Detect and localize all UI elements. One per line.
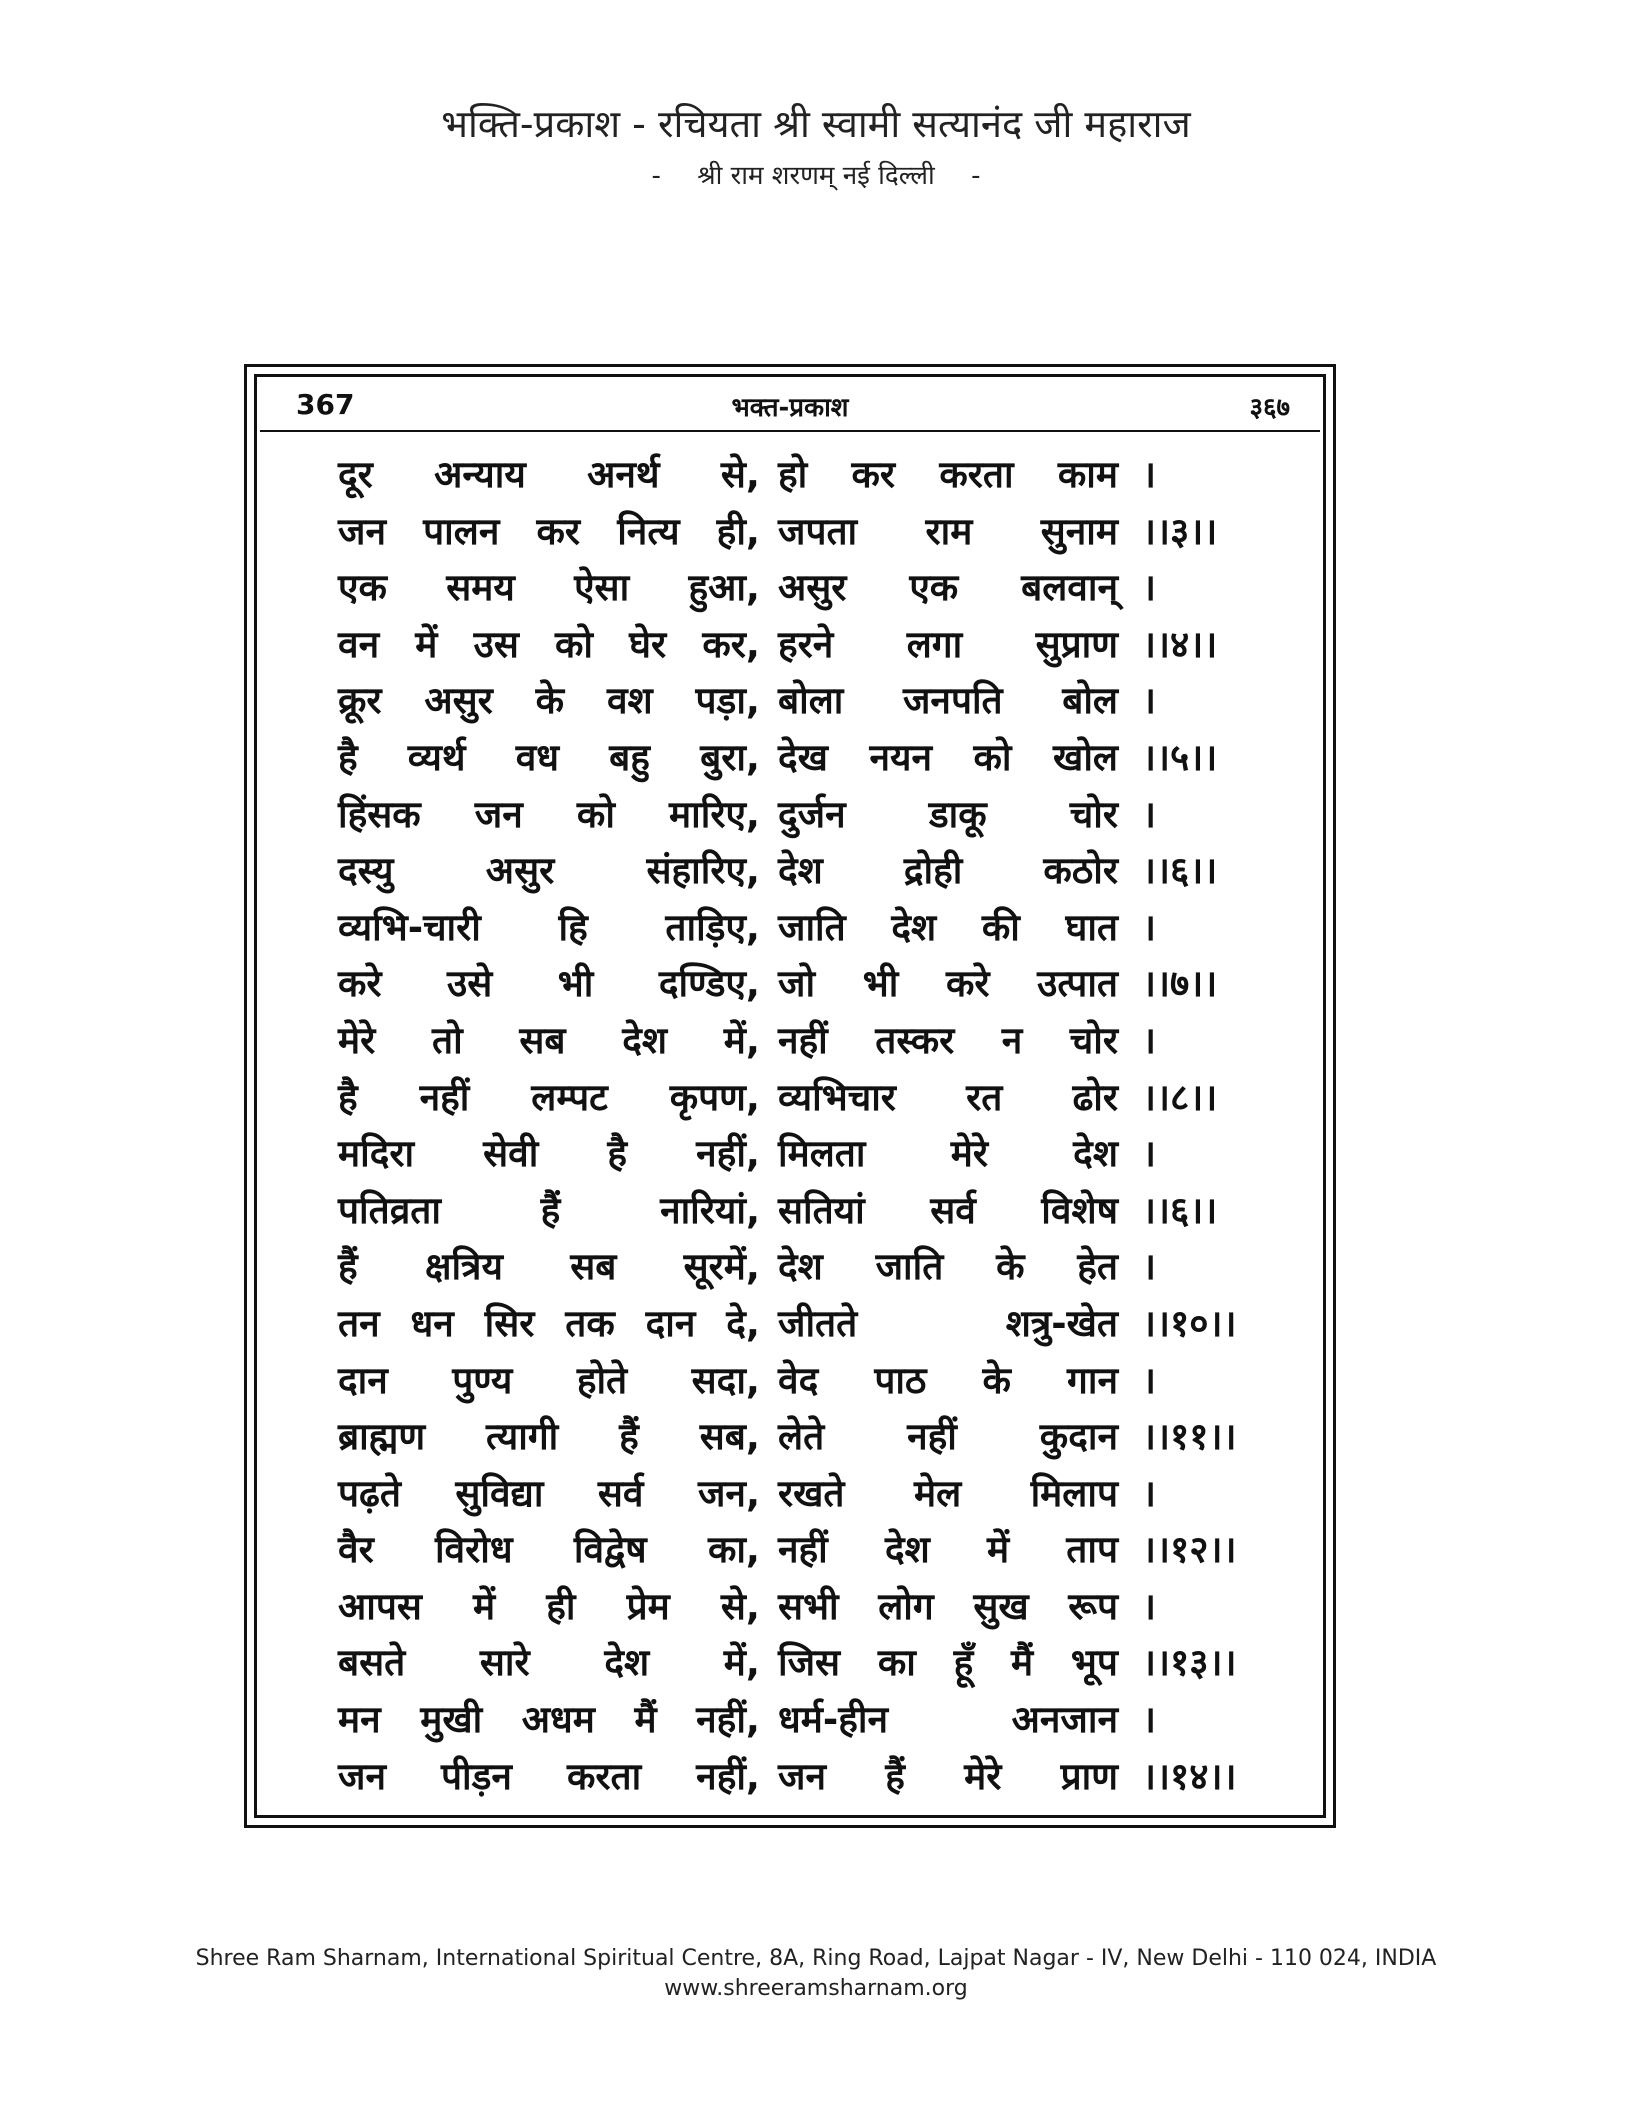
verse-word: मेरे (338, 1018, 376, 1062)
verse-word: है (338, 1075, 358, 1119)
subtitle-dash-left: - (651, 161, 661, 191)
verse-word: जीतते (778, 1301, 858, 1345)
verse-word: सुविद्या (455, 1471, 544, 1515)
verse-word: लोग (878, 1584, 934, 1628)
verse-word: जिस (778, 1641, 841, 1685)
verse-first-half (338, 956, 760, 1007)
verse-word: बुरा, (700, 735, 760, 779)
verse-word: करे (338, 962, 382, 1006)
verse-word: व्यभिचार (778, 1075, 896, 1119)
verse-word: जपता (778, 509, 858, 553)
verse-word: अधम (521, 1698, 595, 1742)
verse-number: ।।८।। (1142, 1075, 1218, 1119)
verse-word: नारियां, (660, 1188, 760, 1232)
verse-word: प्रेम (626, 1584, 670, 1628)
subtitle-text: श्री राम शरणम् नई दिल्ली (697, 161, 935, 191)
verse-word: एक (338, 566, 387, 610)
verse-word: का (877, 1641, 916, 1685)
footer-website: www.shreeramsharnam.org (664, 1976, 968, 2001)
verse-first-half (338, 1409, 760, 1460)
verse-word: घेर (629, 622, 667, 666)
verse-word: हरने (778, 622, 834, 666)
verse-word: की (981, 905, 1020, 949)
verse-word: ताड़िए, (665, 905, 760, 949)
verse-word: कुदान (1039, 1415, 1118, 1459)
verse-word: अनर्थ (587, 453, 660, 496)
verse-word: विरोध (434, 1528, 513, 1572)
verse-line (338, 617, 1258, 674)
verse-word: तक (565, 1301, 615, 1345)
verse-word: काम (1057, 453, 1118, 496)
verse-word: सदा, (691, 1358, 760, 1402)
verse-word: रखते (778, 1471, 845, 1515)
verse-word: हुआ, (688, 566, 760, 610)
book-title: भक्त-प्रकाश (731, 393, 849, 423)
verse-word: मारिए, (669, 792, 760, 836)
page-header-bar (260, 380, 1320, 432)
verse-word: वैर (338, 1528, 374, 1572)
verse-word: क्षत्रिय (424, 1245, 503, 1289)
footer-address: Shree Ram Sharnam, International Spiritual Centre, 8A, Ring Road, Lajpat Nagar - IV, New Delhi - 110 024, INDIA (195, 1946, 1437, 1971)
verse-first-half (338, 1692, 760, 1743)
verse-word: के (982, 1358, 1011, 1402)
page-footer (0, 1944, 1632, 2004)
verse-word: सुनाम (1040, 509, 1118, 553)
verse-word: दूर (338, 453, 373, 496)
verse-first-half (338, 1013, 760, 1064)
verse-word: देश (778, 1245, 823, 1289)
verse-first-half (338, 1522, 760, 1573)
verse-word: ढोर (1072, 1075, 1118, 1119)
verse-first-half (338, 560, 760, 611)
verse-list (338, 447, 1258, 1805)
document-subtitle (0, 156, 1632, 196)
verse-word: वन (338, 622, 380, 666)
verse-word: ताप (1066, 1528, 1118, 1572)
verse-word: करता (939, 453, 1014, 496)
verse-word: विशेष (1041, 1188, 1118, 1232)
verse-line (338, 787, 1258, 844)
verse-word: घात (1065, 905, 1118, 949)
subtitle-dash-right: - (971, 161, 981, 191)
verse-line (338, 900, 1258, 957)
verse-word: जो (778, 962, 816, 1006)
verse-second-half (778, 1466, 1118, 1517)
verse-word: एक (909, 566, 959, 610)
verse-word: खोल (1053, 735, 1118, 779)
verse-line (338, 1013, 1258, 1070)
verse-line (338, 1183, 1258, 1240)
verse-second-half (778, 1692, 1118, 1743)
verse-word: में (986, 1528, 1010, 1572)
verse-word: दे, (726, 1301, 760, 1345)
verse-second-half (778, 560, 1118, 611)
verse-word: ऐसा (574, 566, 630, 610)
verse-word: अनजान (1011, 1698, 1118, 1742)
document-header (0, 100, 1632, 196)
verse-word: भी (862, 962, 899, 1006)
verse-word: देश (891, 905, 937, 949)
verse-word: करता (566, 1754, 642, 1798)
verse-word: नित्य (617, 509, 680, 553)
verse-word: रूप (1068, 1584, 1118, 1628)
verse-word: देश (884, 1528, 930, 1572)
verse-word: भी (557, 962, 594, 1006)
page-number-right: ३६७ (1249, 393, 1290, 423)
verse-number: । (1142, 1132, 1157, 1176)
verse-word: लम्पट (531, 1075, 608, 1119)
verse-second-half (778, 1635, 1118, 1686)
verse-word: लगा (906, 622, 963, 666)
verse-second-half (778, 1353, 1118, 1404)
verse-word: बलवान् (1021, 566, 1118, 610)
verse-word: में, (723, 1018, 760, 1062)
verse-word: बहु (609, 735, 650, 779)
verse-line (338, 560, 1258, 617)
verse-word: द्रोही (903, 849, 963, 893)
verse-word: का, (707, 1528, 760, 1572)
verse-number: ।।१४।। (1142, 1754, 1237, 1798)
verse-number: ।।११।। (1142, 1415, 1237, 1459)
verse-word: विद्वेष (573, 1528, 647, 1572)
verse-word: पीड़न (441, 1754, 512, 1798)
verse-word: है (607, 1132, 628, 1176)
verse-second-half (778, 1013, 1118, 1064)
verse-word: कर (536, 509, 581, 553)
verse-number: । (1142, 1698, 1157, 1742)
verse-word: पतिव्रता (338, 1188, 441, 1232)
verse-word: मेल (913, 1471, 962, 1515)
verse-word: दस्यु (338, 849, 394, 893)
verse-number: । (1142, 905, 1157, 949)
verse-word: है (338, 735, 358, 779)
verse-second-half (778, 900, 1118, 951)
verse-word: मैं (1011, 1641, 1034, 1685)
verse-word: नहीं, (696, 1698, 760, 1742)
verse-word: सुख (973, 1584, 1029, 1628)
verse-first-half (338, 673, 760, 724)
verse-word: को (555, 622, 594, 666)
verse-word: में (472, 1584, 496, 1628)
verse-word: मेरे (950, 1132, 988, 1176)
verse-word: देख (778, 735, 828, 779)
verse-number: ।।५।। (1142, 735, 1218, 779)
verse-word: कृपण, (669, 1075, 760, 1119)
verse-word: होते (576, 1358, 628, 1402)
verse-word: ही (546, 1584, 576, 1628)
verse-first-half (338, 1466, 760, 1517)
verse-word: जन (338, 1754, 386, 1798)
verse-word: हि (558, 905, 588, 949)
verse-word: चोर (1069, 792, 1118, 836)
verse-word: नहीं, (696, 1754, 760, 1798)
verse-first-half (338, 843, 760, 894)
verse-second-half (778, 1126, 1118, 1177)
verse-number: ।।१०।। (1142, 1301, 1237, 1345)
verse-word: दान (338, 1358, 388, 1402)
verse-word: के (535, 679, 565, 723)
verse-word: डाकू (928, 792, 987, 836)
verse-word: जन, (697, 1471, 760, 1515)
verse-word: शत्रु-खेत (1005, 1301, 1118, 1345)
verse-second-half (778, 1409, 1118, 1460)
verse-number: । (1142, 566, 1157, 610)
verse-word: असुर (485, 849, 555, 893)
verse-word: न (1001, 1018, 1023, 1062)
verse-second-half (778, 617, 1118, 668)
verse-word: हो (778, 453, 808, 496)
verse-word: में (415, 622, 438, 666)
verse-number: । (1142, 1245, 1157, 1289)
verse-number: ।।१३।। (1142, 1641, 1237, 1685)
verse-second-half (778, 1070, 1118, 1121)
verse-word: क्रूर (338, 679, 382, 723)
verse-number: । (1142, 1471, 1157, 1515)
verse-word: देश (1073, 1132, 1118, 1176)
verse-word: जन (474, 792, 523, 836)
verse-word: असुर (424, 679, 493, 723)
verse-second-half (778, 1579, 1118, 1630)
document-title: भक्ति-प्रकाश - रचियता श्री स्वामी सत्यानंद जी महाराज (441, 102, 1191, 146)
verse-word: सर्व (930, 1188, 976, 1232)
verse-line (338, 1579, 1258, 1636)
verse-word: मैं (634, 1698, 657, 1742)
verse-word: तन (338, 1301, 380, 1345)
verse-line (338, 1409, 1258, 1466)
verse-second-half (778, 787, 1118, 838)
verse-word: बोल (1062, 679, 1118, 723)
verse-word: जाति (778, 905, 846, 949)
verse-word: दण्डिए, (658, 962, 760, 1006)
verse-first-half (338, 1635, 760, 1686)
verse-word: दुर्जन (778, 792, 846, 836)
verse-word: कर (851, 453, 896, 496)
verse-second-half (778, 673, 1118, 724)
verse-word: उत्पात (1037, 962, 1118, 1006)
verse-word: सब, (699, 1415, 760, 1459)
verse-word: व्यभि-चारी (338, 905, 481, 949)
verse-word: पालन (423, 509, 500, 553)
verse-word: चोर (1069, 1018, 1118, 1062)
verse-word: कर, (702, 622, 760, 666)
verse-line (338, 673, 1258, 730)
verse-word: ब्राह्मण (338, 1415, 426, 1459)
verse-word: सिर (484, 1301, 535, 1345)
verse-word: ही, (716, 509, 760, 553)
verse-word: हैं (540, 1188, 561, 1232)
verse-word: सूरमें, (683, 1245, 760, 1289)
verse-first-half (338, 617, 760, 668)
verse-line (338, 1749, 1258, 1806)
verse-word: अन्याय (434, 453, 526, 496)
verse-word: हिंसक (338, 792, 421, 836)
verse-number: । (1142, 1018, 1157, 1062)
verse-word: सुप्राण (1035, 622, 1118, 666)
verse-line (338, 447, 1258, 504)
verse-line (338, 1239, 1258, 1296)
verse-word: जनपति (902, 679, 1003, 723)
verse-second-half (778, 1239, 1118, 1290)
verse-second-half (778, 1522, 1118, 1573)
verse-second-half (778, 843, 1118, 894)
verse-word: सेवी (483, 1132, 539, 1176)
verse-second-half (778, 1183, 1118, 1234)
verse-word: मिलता (778, 1132, 866, 1176)
verse-word: जाति (875, 1245, 944, 1289)
verse-word: तस्कर (875, 1018, 955, 1062)
verse-line (338, 1070, 1258, 1127)
verse-number: ।।४।। (1142, 622, 1218, 666)
verse-first-half (338, 1749, 760, 1800)
verse-word: दान (645, 1301, 696, 1345)
verse-word: कठोर (1043, 849, 1118, 893)
verse-word: हैं (338, 1245, 358, 1289)
verse-word: राम (925, 509, 973, 553)
verse-word: सतियां (778, 1188, 865, 1232)
verse-first-half (338, 1070, 760, 1121)
verse-number: । (1142, 453, 1157, 496)
verse-word: मदिरा (338, 1132, 415, 1176)
verse-word: व्यर्थ (407, 735, 466, 779)
verse-word: हैं (885, 1754, 905, 1798)
verse-word: हूँ (953, 1641, 974, 1685)
verse-word: गान (1067, 1358, 1118, 1402)
verse-number: । (1142, 679, 1157, 723)
verse-first-half (338, 1296, 760, 1347)
verse-word: सब (570, 1245, 617, 1289)
verse-word: आपस (338, 1584, 422, 1628)
verse-first-half (338, 730, 760, 781)
verse-word: से, (720, 453, 760, 496)
verse-second-half (778, 1749, 1118, 1800)
verse-number: । (1142, 1584, 1157, 1628)
verse-word: हैं (619, 1415, 639, 1459)
verse-word: रत (966, 1075, 1003, 1119)
verse-word: पुण्य (452, 1358, 513, 1402)
verse-first-half (338, 1239, 760, 1290)
verse-word: सर्व (597, 1471, 644, 1515)
verse-second-half (778, 1296, 1118, 1347)
page-number-left: 367 (296, 388, 355, 421)
verse-word: समय (446, 566, 515, 610)
verse-word: वेद (778, 1358, 819, 1402)
verse-word: जन (778, 1754, 826, 1798)
verse-second-half (778, 730, 1118, 781)
verse-word: बोला (778, 679, 844, 723)
verse-word: पाठ (874, 1358, 927, 1402)
verse-number: ।।६।। (1142, 1188, 1218, 1232)
verse-line (338, 1522, 1258, 1579)
verse-word: देश (778, 849, 823, 893)
verse-word: नहीं (907, 1415, 957, 1459)
verse-word: को (576, 792, 615, 836)
verse-word: से, (720, 1584, 760, 1628)
verse-word: में, (723, 1641, 760, 1685)
verse-word: नहीं (778, 1018, 828, 1062)
verse-number: ।।६।। (1142, 849, 1218, 893)
verse-word: के (996, 1245, 1025, 1289)
verse-line (338, 1466, 1258, 1523)
verse-word: देश (604, 1641, 650, 1685)
verse-number: । (1142, 792, 1157, 836)
verse-word: संहारिए, (646, 849, 760, 893)
verse-number: । (1142, 1358, 1157, 1402)
verse-first-half (338, 504, 760, 555)
verse-line (338, 1635, 1258, 1692)
verse-word: मेरे (964, 1754, 1002, 1798)
verse-first-half (338, 1183, 760, 1234)
verse-word: सब (519, 1018, 566, 1062)
verse-word: पढ़ते (338, 1471, 401, 1515)
verse-line (338, 956, 1258, 1013)
verse-line (338, 1692, 1258, 1749)
verse-first-half (338, 447, 760, 498)
verse-word: भूप (1070, 1641, 1118, 1685)
verse-word: त्यागी (486, 1415, 559, 1459)
verse-word: धन (410, 1301, 454, 1345)
verse-word: मिलाप (1030, 1471, 1118, 1515)
verse-word: सभी (778, 1584, 839, 1628)
verse-word: वध (515, 735, 560, 779)
verse-word: मन (338, 1698, 381, 1742)
verse-word: देश (622, 1018, 668, 1062)
verse-line (338, 1353, 1258, 1410)
verse-word: हेत (1077, 1245, 1118, 1289)
verse-word: बसते (338, 1641, 406, 1685)
verse-first-half (338, 1126, 760, 1177)
verse-word: को (973, 735, 1012, 779)
verse-word: नयन (869, 735, 932, 779)
verse-number: ।।१२।। (1142, 1528, 1237, 1572)
verse-word: तो (431, 1018, 463, 1062)
verse-line (338, 1296, 1258, 1353)
verse-second-half (778, 447, 1118, 498)
verse-line (338, 1126, 1258, 1183)
verse-word: असुर (778, 566, 847, 610)
verse-word: नहीं, (696, 1132, 760, 1176)
verse-word: प्राण (1060, 1754, 1118, 1798)
verse-first-half (338, 1579, 760, 1630)
verse-line (338, 730, 1258, 787)
verse-word: मुखी (420, 1698, 483, 1742)
verse-word: उस (473, 622, 519, 666)
verse-second-half (778, 956, 1118, 1007)
verse-line (338, 504, 1258, 561)
verse-word: सारे (479, 1641, 530, 1685)
verse-word: करे (945, 962, 990, 1006)
verse-number: ।।३।। (1142, 509, 1218, 553)
verse-word: उसे (447, 962, 493, 1006)
verse-line (338, 843, 1258, 900)
verse-word: वश (606, 679, 653, 723)
verse-word: धर्म-हीन (778, 1698, 889, 1742)
verse-word: पड़ा, (695, 679, 760, 723)
verse-word: नहीं (778, 1528, 828, 1572)
verse-first-half (338, 1353, 760, 1404)
verse-second-half (778, 504, 1118, 555)
verse-number: ।।७।। (1142, 962, 1218, 1006)
verse-first-half (338, 787, 760, 838)
verse-word: लेते (778, 1415, 825, 1459)
verse-word: जन (338, 509, 386, 553)
verse-word: नहीं (419, 1075, 470, 1119)
verse-first-half (338, 900, 760, 951)
